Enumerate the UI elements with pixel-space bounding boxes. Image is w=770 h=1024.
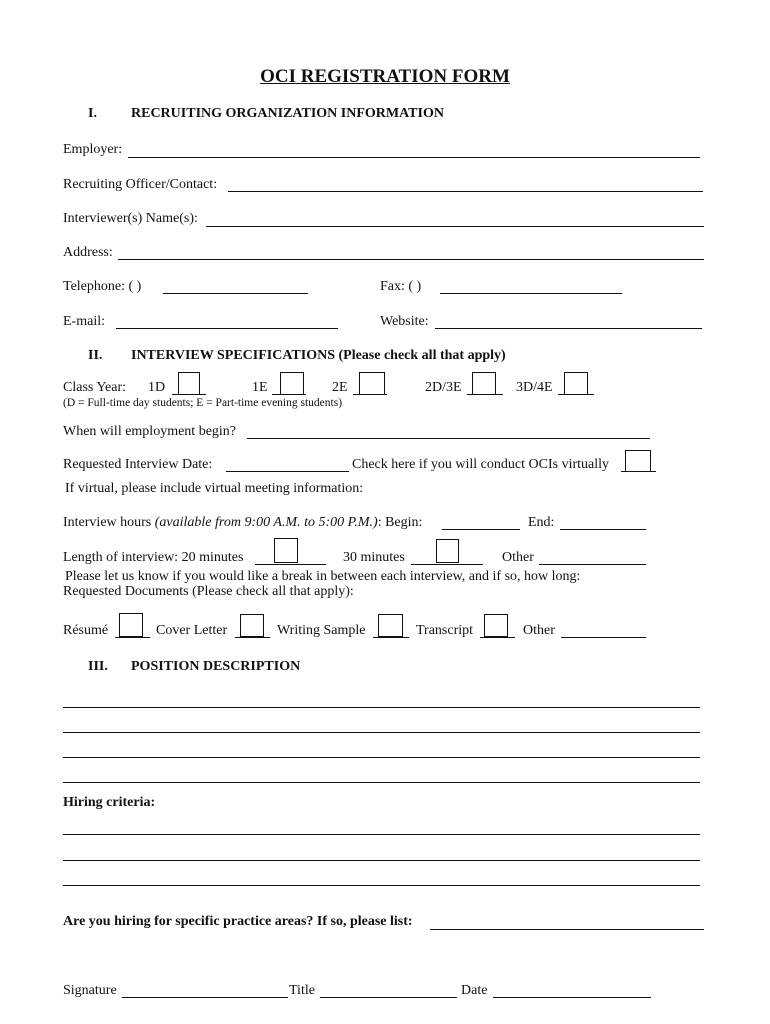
interview-hours-availability: (available from 9:00 A.M. to 5:00 P.M.) [154, 515, 378, 530]
length-20-checkbox[interactable] [274, 538, 298, 563]
section-2-number: II. [88, 348, 103, 363]
employer-label: Employer: [63, 142, 123, 157]
virtual-info-label: If virtual, please include virtual meeting information: [65, 481, 364, 496]
doc-resume-line [115, 637, 150, 638]
begin-field[interactable] [442, 529, 520, 530]
class-year-1e-label: 1E [252, 380, 268, 395]
class-year-2e-checkbox[interactable] [359, 372, 385, 395]
interviewers-field[interactable] [206, 226, 704, 227]
website-field[interactable] [435, 328, 702, 329]
interview-hours-label [63, 515, 422, 531]
class-year-2d3e-label: 2D/3E [425, 380, 462, 395]
doc-resume-checkbox[interactable] [119, 613, 143, 637]
address-label: Address: [63, 245, 113, 260]
title-label: Title [289, 983, 315, 998]
end-field[interactable] [560, 529, 646, 530]
doc-resume-label: Résumé [63, 623, 109, 638]
length-other-label: Other [502, 550, 534, 565]
practice-areas-field[interactable] [430, 929, 704, 930]
address-field[interactable] [118, 259, 704, 260]
interviewers-label: Interviewer(s) Name(s): [63, 211, 198, 226]
section-3-heading: POSITION DESCRIPTION [131, 659, 301, 674]
length-30-label: 30 minutes [343, 550, 405, 565]
doc-cover-letter-checkbox[interactable] [240, 614, 264, 637]
doc-writing-sample-checkbox[interactable] [378, 614, 403, 637]
virtual-checkbox[interactable] [625, 450, 651, 472]
date-label: Date [461, 983, 488, 998]
documents-label: Requested Documents (Please check all that apply): [63, 584, 354, 599]
hiring-criteria-label: Hiring criteria: [63, 795, 156, 810]
doc-cover-letter-label: Cover Letter [156, 623, 228, 638]
class-year-3d4e-label: 3D/4E [516, 380, 553, 395]
class-year-1d-label: 1D [148, 380, 166, 395]
website-label: Website: [380, 314, 429, 329]
break-note: Please let us know if you would like a break in between each interview, and if so, how long: [65, 569, 581, 584]
doc-writing-sample-line [373, 637, 409, 638]
doc-transcript-line [480, 637, 515, 638]
doc-transcript-label: Transcript [416, 623, 474, 638]
class-year-2e-label: 2E [332, 380, 348, 395]
hiring-criteria-line[interactable] [63, 834, 700, 835]
interview-hours-begin: : Begin: [377, 515, 423, 530]
position-description-line[interactable] [63, 757, 700, 758]
email-label: E-mail: [63, 314, 105, 329]
length-20-line [255, 564, 326, 565]
length-30-line [411, 564, 483, 565]
virtual-check-label: Check here if you will conduct OCIs virtually [352, 457, 609, 472]
class-year-1e-checkbox[interactable] [280, 372, 304, 395]
section-1-number: I. [88, 106, 97, 121]
class-year-1d-checkbox[interactable] [178, 372, 200, 395]
title-field[interactable] [320, 997, 457, 998]
recruiting-officer-field[interactable] [228, 191, 703, 192]
fax-field[interactable] [440, 293, 622, 294]
class-year-3d4e-checkbox[interactable] [564, 372, 588, 395]
section-3-number: III. [88, 659, 108, 674]
doc-other-label: Other [523, 623, 555, 638]
position-description-line[interactable] [63, 732, 700, 733]
hiring-criteria-line[interactable] [63, 885, 700, 886]
doc-transcript-checkbox[interactable] [484, 614, 508, 637]
telephone-field[interactable] [163, 293, 308, 294]
fax-label: Fax: ( ) [380, 279, 422, 294]
requested-date-field[interactable] [226, 471, 349, 472]
class-year-note: (D = Full-time day students; E = Part-time evening students) [63, 397, 343, 409]
class-year-label: Class Year: [63, 380, 127, 395]
email-field[interactable] [116, 328, 338, 329]
end-label: End: [528, 515, 555, 530]
telephone-label: Telephone: ( ) [63, 279, 142, 294]
interview-hours-text: Interview hours [63, 515, 155, 530]
signature-label: Signature [63, 983, 117, 998]
doc-writing-sample-label: Writing Sample [277, 623, 366, 638]
section-1-heading: RECRUITING ORGANIZATION INFORMATION [131, 106, 444, 121]
employment-begin-field[interactable] [247, 438, 650, 439]
employer-field[interactable] [128, 157, 700, 158]
position-description-line[interactable] [63, 707, 700, 708]
class-year-2d3e-checkbox[interactable] [472, 372, 496, 395]
recruiting-officer-label: Recruiting Officer/Contact: [63, 177, 218, 192]
employment-begin-label: When will employment begin? [63, 424, 237, 439]
doc-cover-letter-line [235, 637, 270, 638]
position-description-line[interactable] [63, 782, 700, 783]
doc-other-field[interactable] [561, 637, 646, 638]
date-field[interactable] [493, 997, 651, 998]
hiring-criteria-line[interactable] [63, 860, 700, 861]
requested-date-label: Requested Interview Date: [63, 457, 213, 472]
section-2-heading: INTERVIEW SPECIFICATIONS (Please check all that apply) [131, 348, 506, 363]
length-30-checkbox[interactable] [436, 539, 459, 563]
length-other-field[interactable] [539, 564, 646, 565]
length-label: Length of interview: 20 minutes [63, 550, 244, 565]
practice-areas-label: Are you hiring for specific practice areas? If so, please list: [63, 914, 413, 929]
signature-field[interactable] [122, 997, 288, 998]
form-title: OCI REGISTRATION FORM [260, 66, 510, 87]
